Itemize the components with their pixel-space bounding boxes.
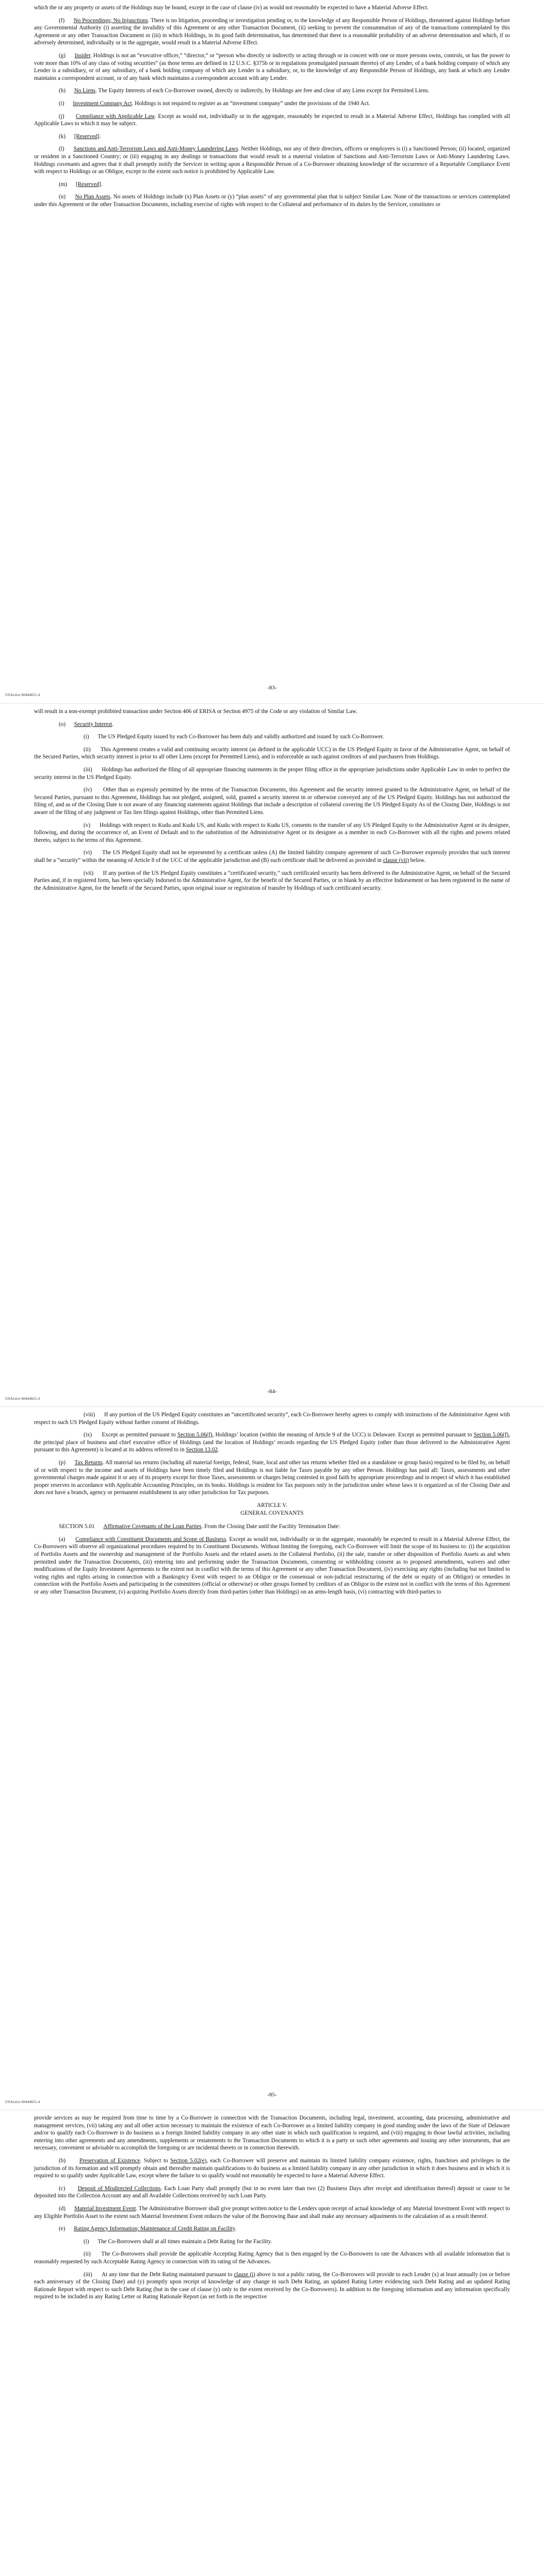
clause-title: Material Investment Event: [74, 2205, 136, 2212]
clause-title: Deposit of Misdirected Collections: [77, 2185, 161, 2192]
clause-text: . Except as would not, individually or in the aggregate, reasonably be expected to result in a Material Adverse Effect, Holdings has complied with all Applicable Laws to which it may be subject.: [34, 113, 510, 127]
clause-label: (n): [59, 194, 66, 200]
cross-reference-link[interactable]: Section 5.06(f): [177, 1432, 212, 1438]
clause-title: No Proceedings; No Injunctions: [73, 17, 148, 24]
subclause-label: (iii): [84, 2271, 92, 2278]
clause-label: (p): [59, 1459, 66, 1466]
clause-title: Preservation of Existence: [79, 2157, 140, 2164]
doc-id: USActive 60444651.4: [5, 1396, 40, 1401]
clause-label: (j): [59, 113, 64, 120]
subclause-text: The US Pledged Equity issued by each Co-Borrower has been duly and validly authorized and issued by such Co-Borrower.: [97, 734, 384, 740]
clause-title: Tax Returns: [74, 1459, 103, 1466]
subclause-e-i: [34, 2238, 510, 2246]
clause-label: (f): [59, 17, 65, 24]
clause-text: . All material tax returns (including all material foreign, federal, State, local and other tax returns whether filed on a standalone or group basis) required to be filed by, on behalf of or with respect to the income and assets of Holdings have been timely filed and Holdings is not liable for Taxes payable by any other Person. Holdings has paid all: Taxes, assessments and other governmental charges made against it or any of its property except for those Taxes, assessments or charges being contested in good faith by appropriate proceedings and in respect of which it has established proper reserves in accordance with Applicable Accounting Principles, on its books. Holdings is resident for Tax purposes only in the jurisdiction under whose laws it is organized as of the Closing Date and does not have a branch, agency or permanent establishment in any other jurisdiction for Tax purposes.: [34, 1459, 510, 1496]
clause-label: (k): [59, 133, 66, 140]
subclause-e-ii: [34, 2250, 510, 2265]
article-number: ARTICLE V.: [257, 1502, 287, 1509]
clause-title: No Plan Assets: [75, 194, 110, 200]
subclause-v: [34, 822, 510, 844]
subclause-label: (viii): [84, 1412, 95, 1418]
clause-text: . Neither Holdings, nor any of their directors, officers or employees is (i) a Sanctioned Person; (ii) located, organized or resident in a Sanctioned Country; or (iii) engaging in any dealings or transactions that would result in a material violation of Sanctions and Anti-Terrorism Laws or Anti-Money Laundering Laws. Holdings covenants and agrees that it shall promptly notify the Servicer in writing upon a Responsible Person of a Co-Borrower obtaining knowledge of the occurrence of a Reportable Compliance Event with respect to Holdings or an Obligor, except to the extent such notice is prohibited by Applicable Law.: [34, 146, 510, 175]
subclause-text: above is not a public rating, the Co-Borrowers will provide to each Lender (x) at least annually (on or before each anniversary of the Closing Date) and (y) promptly upon receipt of knowledge of any change in such Debt Rating, an updated Rating Letter evidencing such Debt Rating and an updated Rating Rationale Report with respect to such Debt Rating (but in the case of clause (y) only to the extent received by the Co-Borrowers). In addition to the foregoing information and any information specifically required to be included in any Rating Letter or Rating Rationale Report (as set forth in the respective: [34, 2271, 510, 2300]
subclause-label: (vi): [84, 850, 92, 856]
clause-title: Compliance with Applicable Law: [76, 113, 155, 120]
subclause-text: Holdings with respect to Kudu and Kudu US, and Kudu with respect to Kudu US, consents to the transfer of any US Pledged Equity to the Administrative Agent or its designee, following, and during the occurrence of, an Event of Default and to the substitution of the Administrative Agent or its designee as a member in each Co-Borrower with all the rights and powers related thereto, subject to the terms of this Agreement.: [34, 822, 510, 843]
subclause-i: [34, 733, 510, 741]
subclause-iii: [34, 766, 510, 781]
clause-title: [Reserved]: [75, 181, 102, 188]
clause-label: (c): [59, 2185, 65, 2192]
clause-text: , each Co-Borrower will preserve and maintain its limited liability company existence, rights, franchises and privileges in the jurisdiction of its formation and will promptly obtain and thereafter maintain qualifications to do business as a limited liability company in any other jurisdiction in which it does business and in which it is required to so qualify under Applicable Law, except where the failure to so qualify would not reasonably be expected to have a Material Adverse Effect.: [34, 2157, 510, 2179]
page-number: -85-: [267, 2092, 277, 2098]
clause-i: [34, 100, 510, 108]
section-5-01: [34, 1523, 510, 1531]
clause-title: Insider: [74, 52, 91, 59]
subclause-label: (i): [84, 734, 89, 740]
subclause-text: The Co-Borrowers shall provide the applicable Accepting Rating Agency that is then engaged by the Co-Borrowers to rate the Advances with all available information that is reasonably requested by such Acceptable Rating Agency in connection with its rating of the Advances.: [34, 2251, 510, 2265]
clause-h: [34, 87, 510, 95]
subclause-label: (v): [84, 822, 91, 828]
subclause-label: (ii): [84, 746, 91, 753]
subclause-label: (ix): [84, 1432, 92, 1438]
clause-m: [34, 181, 510, 189]
clause-f: [34, 17, 510, 47]
clause-k: [34, 133, 510, 141]
cross-reference-link[interactable]: clause (vii): [383, 857, 409, 863]
subclause-text: If any portion of the US Pledged Equity constitutes a “certificated security,” such certificated security has been delivered to the Administrative Agent, on behalf of the Secured Parties and, if in registered form, has been specially Indorsed to the Administrative Agent, for the benefit of the Secured Parties, or in blank by an effective Indorsement or has been registered in the name of the Administrative Agent, for the benefit of the Secured Parties, upon original issue or registration of transfer by Holdings of such certificated security.: [34, 870, 510, 891]
article-title: GENERAL COVENANTS: [240, 1510, 304, 1516]
clause-label: (m): [59, 181, 68, 188]
clause-p: [34, 1459, 510, 1497]
subclause-text: below.: [408, 857, 426, 863]
doc-id: USActive 60444651.4: [5, 692, 40, 697]
subclause-text: If any portion of the US Pledged Equity constitutes an “uncertificated security”, each Co-Borrower hereby agrees to comply with instructions of the Administrative Agent with respect to such US Pledged Equity without further consent of Holdings.: [34, 1412, 510, 1426]
subclause-text: At any time that the Debt Rating maintained pursuant to: [101, 2271, 234, 2278]
article-heading: [34, 1502, 510, 1517]
page-number: -83-: [267, 685, 277, 691]
document-page-86: [0, 2110, 544, 2576]
clause-g: [34, 52, 510, 82]
subclause-e-iii: [34, 2271, 510, 2301]
subclause-text: .: [218, 1447, 219, 1453]
subclause-label: (iii): [84, 766, 92, 773]
clause-text: .: [235, 2226, 237, 2232]
clause-n: [34, 193, 510, 208]
subclause-label: (ii): [84, 2251, 91, 2258]
clause-o: (o) Security Interest.: [59, 721, 114, 727]
clause-label: (i): [59, 100, 64, 107]
document-page-83: [0, 0, 544, 703]
clause-title: Rating Agency Information; Maintenance of Credit Rating on Facility: [74, 2226, 235, 2232]
subclause-text: The Co-Borrowers shall at all times maintain a Debt Rating for the Facility.: [97, 2238, 272, 2245]
subclause-ix: [34, 1431, 510, 1454]
document-page-84: [0, 703, 544, 1406]
paragraph-intro: will result in a non-exempt prohibited transaction under Section 406 of ERISA or Section 4975 of the Code or any violation of Similar Law.: [34, 708, 357, 715]
subclause-text: , the principal place of business and chief executive office of Holdings (and the location of Holdings’ records regarding the US Pledged Equity (other than those delivered to the Administrative Agent pursuant to this Agreement) is located at its address referred to in: [34, 1432, 510, 1453]
clause-label: (l): [59, 146, 64, 152]
clause-text: . No assets of Holdings include (x) Plan Assets or (y) “plan assets” of any governmental plan that is subject Similar Law. None of the transactions or services contemplated under this Agreement or the other Transaction Documents, including exercise of rights with respect to the Collateral and performance of its duties by the Servicer, constitutes or: [34, 194, 510, 208]
paragraph-intro: which the or any property or assets of the Holdings may be bound, except in the case of clause (iv) as would not reasonably be expected to have a Material Adverse Effect.: [34, 5, 428, 11]
subclause-vii: [34, 870, 510, 892]
clause-text: .: [101, 181, 103, 188]
subclause-label: (i): [84, 2238, 89, 2245]
clause-title: Investment Company Act: [73, 100, 132, 107]
clause-label: (e): [59, 2226, 65, 2232]
clause-text: . The Equity Interests of each Co-Borrower owned, directly or indirectly, by Holdings are free and clear of any Liens except for Permitted Liens.: [95, 88, 430, 94]
clause-d: [34, 2205, 510, 2220]
clause-title: [Reserved]: [74, 133, 100, 140]
section-text: . From the Closing Date until the Facility Termination Date:: [201, 1523, 340, 1530]
clause-e: [34, 2225, 510, 2233]
subclause-vi: [34, 849, 510, 864]
cross-reference-link[interactable]: Section 5.02(e): [170, 2157, 207, 2164]
clause-j: [34, 113, 510, 128]
clause-label: (o): [59, 721, 66, 727]
clause-title: Security Interest: [74, 721, 112, 727]
section-title: Affirmative Covenants of the Loan Parties: [103, 1523, 202, 1530]
clause-title: Compliance with Constituent Documents and Scope of Business: [75, 1536, 226, 1543]
subclause-ii: [34, 746, 510, 761]
subclause-text: , Holdings’ location (within the meaning of Article 9 of the UCC) is Delaware. Except as permitted pursuant to: [212, 1432, 474, 1438]
clause-b: [34, 2157, 510, 2180]
clause-title: No Liens: [74, 88, 96, 94]
subclause-text: Except as permitted pursuant to: [102, 1432, 178, 1438]
section-label: SECTION 5.01: [59, 1523, 95, 1530]
subclause-label: (vii): [84, 870, 94, 876]
cross-reference-link[interactable]: Section 13.02: [186, 1447, 218, 1453]
clause-text: . The Administrative Borrower shall give prompt written notice to the Lenders upon receipt of actual knowledge of any Material Investment Event with respect to any Eligible Portfolio Asset to the extent such Material Investment Event reduces the value of the Borrowing Base and shall make any necessary adjustments to the calculation of as a result thereof.: [34, 2205, 510, 2219]
clause-label: (g): [59, 52, 66, 59]
subclause-text: This Agreement creates a valid and continuing security interest (as defined in the applicable UCC) in the US Pledged Equity in favor of the Administrative Agent, on behalf of the Secured Parties, which security interest is prior to all other Liens (except for Permitted Liens), and is enforceable as such against creditors of and purchasers from Holdings.: [34, 746, 510, 760]
clause-c: [34, 2185, 510, 2200]
cross-reference-link[interactable]: Section 5.06(f): [473, 1432, 509, 1438]
page-number: -84-: [267, 1388, 277, 1395]
clause-text: . Each Loan Party shall promptly (but in no event later than two (2) Business Days after receipt and identification thereof) deposit or cause to be deposited into the Collection Account any and all Available Collections received by such Loan Party.: [34, 2185, 510, 2199]
clause-title: Sanctions and Anti-Terrorism Laws and Anti-Money Laundering Laws: [73, 146, 238, 152]
document-page-85: [0, 1406, 544, 2110]
clause-l: [34, 145, 510, 175]
clause-text: . There is no litigation, proceeding or investigation pending or, to the knowledge of any Responsible Person of Holdings, threatened against Holdings before any Governmental Authority (i) asserting the invalidity of this Agreement or any other Transaction Document, (ii) seeking to prevent the consummation of any of the transactions contemplated by this Agreement or any other Transaction Document or (iii) in which Holdings, in its good faith determination, has determined that there is a reasonable probability of an adverse determination and which, if so adversely determined, individually or in the aggregate, would result in a Material Adverse Effect.: [34, 17, 510, 46]
clause-label: (a): [59, 1536, 65, 1543]
clause-label: (h): [59, 88, 66, 94]
subclause-iv: [34, 786, 510, 816]
clause-text: . Holdings is not required to register as an “investment company” under the provisions of the 1940 Act.: [131, 100, 370, 107]
paragraph-intro: provide services as may be required from time to time by a Co-Borrower in connection with the Transaction Documents, including legal, investment, accounting, data processing, administrative and management services, (vii) taking any and all other action necessary to maintain the existence of each Co-Borrower as a limited liability company in good standing under the laws of the State of Delaware and/or to qualify each Co-Borrower to do business as a foreign limited liability company in any other state in which such qualification is required, and (viii) engaging in those lawful activities, including entering into other agreements and any amendments, supplements or restatements to the Transaction Documents to which it is a party or such other agreements and issuing any other instruments, that are necessary, convenient or advisable to accomplish the foregoing or are incidental thereto or in connection therewith.: [34, 2115, 510, 2151]
subclause-text: The US Pledged Equity shall not be represented by a certificate unless (A) the limited liability company agreement of such Co-Borrower expressly provides that such interest shall be a “security” within the meaning of Article 8 of the UCC of the applicable jurisdiction and (B) such certificate shall be delivered as provided in: [34, 850, 510, 863]
clause-label: (b): [59, 2157, 66, 2164]
clause-text: .: [99, 133, 101, 140]
clause-text: . Holdings is not an “executive officer,” “director,” or “person who directly or indirectly or acting through or in concert with one or more persons owns, controls, or has the power to vote more than 10% of any class of voting securities” (as those terms are defined in 12 U.S.C. §375b or in regulations promulgated pursuant thereto) of any Lender, of a bank holding company of which any Lender is a subsidiary, or of any subsidiary, of a bank holding company of which any Lender is a subsidiary, or, to the knowledge of any Responsible Person of Holdings, any bank at which any Lender maintains a correspondent account, or of any bank which maintains a correspondent account with any Lender.: [34, 52, 510, 81]
subclause-text: Other than as expressly permitted by the terms of the Transaction Documents, this Agreement and the security interest granted to the Administrative Agent, on behalf of the Secured Parties, pursuant to this Agreement, Holdings has not pledged, assigned, sold, granted a security interest in or otherwise conveyed any of the US Pledged Equity. Holdings has not authorized the filing of, and as of the Closing Date is not aware of any financing statements against Holdings that include a description of collateral covering the US Pledged Equity As of the Closing Date, Holdings is not aware of the filing of any judgment or Tax lien filings against Holdings, other than Permitted Liens.: [34, 787, 510, 816]
doc-id: USActive 60444651.4: [5, 2099, 40, 2104]
clause-label: (d): [59, 2205, 66, 2212]
clause-text: . Except as would not, individually or in the aggregate, reasonably be expected to result in a Material Adverse Effect, the Co-Borrowers will observe all organizational procedures required by its Constituent Documents. Without limiting the foregoing, each Co-Borrower will limit the scope of its business to: (i) the acquisition of Portfolio Assets and the ownership and management of the Portfolio Assets and the related assets in the Collateral Portfolio, (ii) the sale, transfer or other disposition of Portfolio Assets as and when permitted under the Transaction Documents, (iii) entering into and performing under the Transaction Documents, consenting or withholding consent as to proposed amendments, waivers and other modifications of the Equity Investment Agreements to the extent not in conflict with the terms of this Agreement or any other Transaction Document, (iv) exercising any rights (including but not limited to voting rights and rights arising in connection with a Bankruptcy Event with respect to an Obligor or the consensual or non-judicial restructuring of the debt or equity of an Obligor) or remedies in connection with the Portfolio Assets and participating in the committees (official or otherwise) or other groups formed by creditors of an Obligor to the extent not in conflict with the terms of this Agreement or any other Transaction Document, (v) acquiring Portfolio Assets directly from third-parties (other than Holdings) on an arms-length basis, (vi) contracting with third-parties to: [34, 1536, 510, 1595]
clause-a: [34, 1536, 510, 1596]
clause-text: . Subject to: [140, 2157, 171, 2164]
cross-reference-link[interactable]: clause (i): [234, 2271, 256, 2278]
subclause-viii: [34, 1411, 510, 1426]
subclause-text: Holdings has authorized the filing of all appropriate financing statements in the proper filing office in the appropriate jurisdictions under Applicable Law in order to perfect the security interest in the US Pledged Equity.: [34, 766, 510, 781]
subclause-label: (iv): [84, 787, 92, 793]
